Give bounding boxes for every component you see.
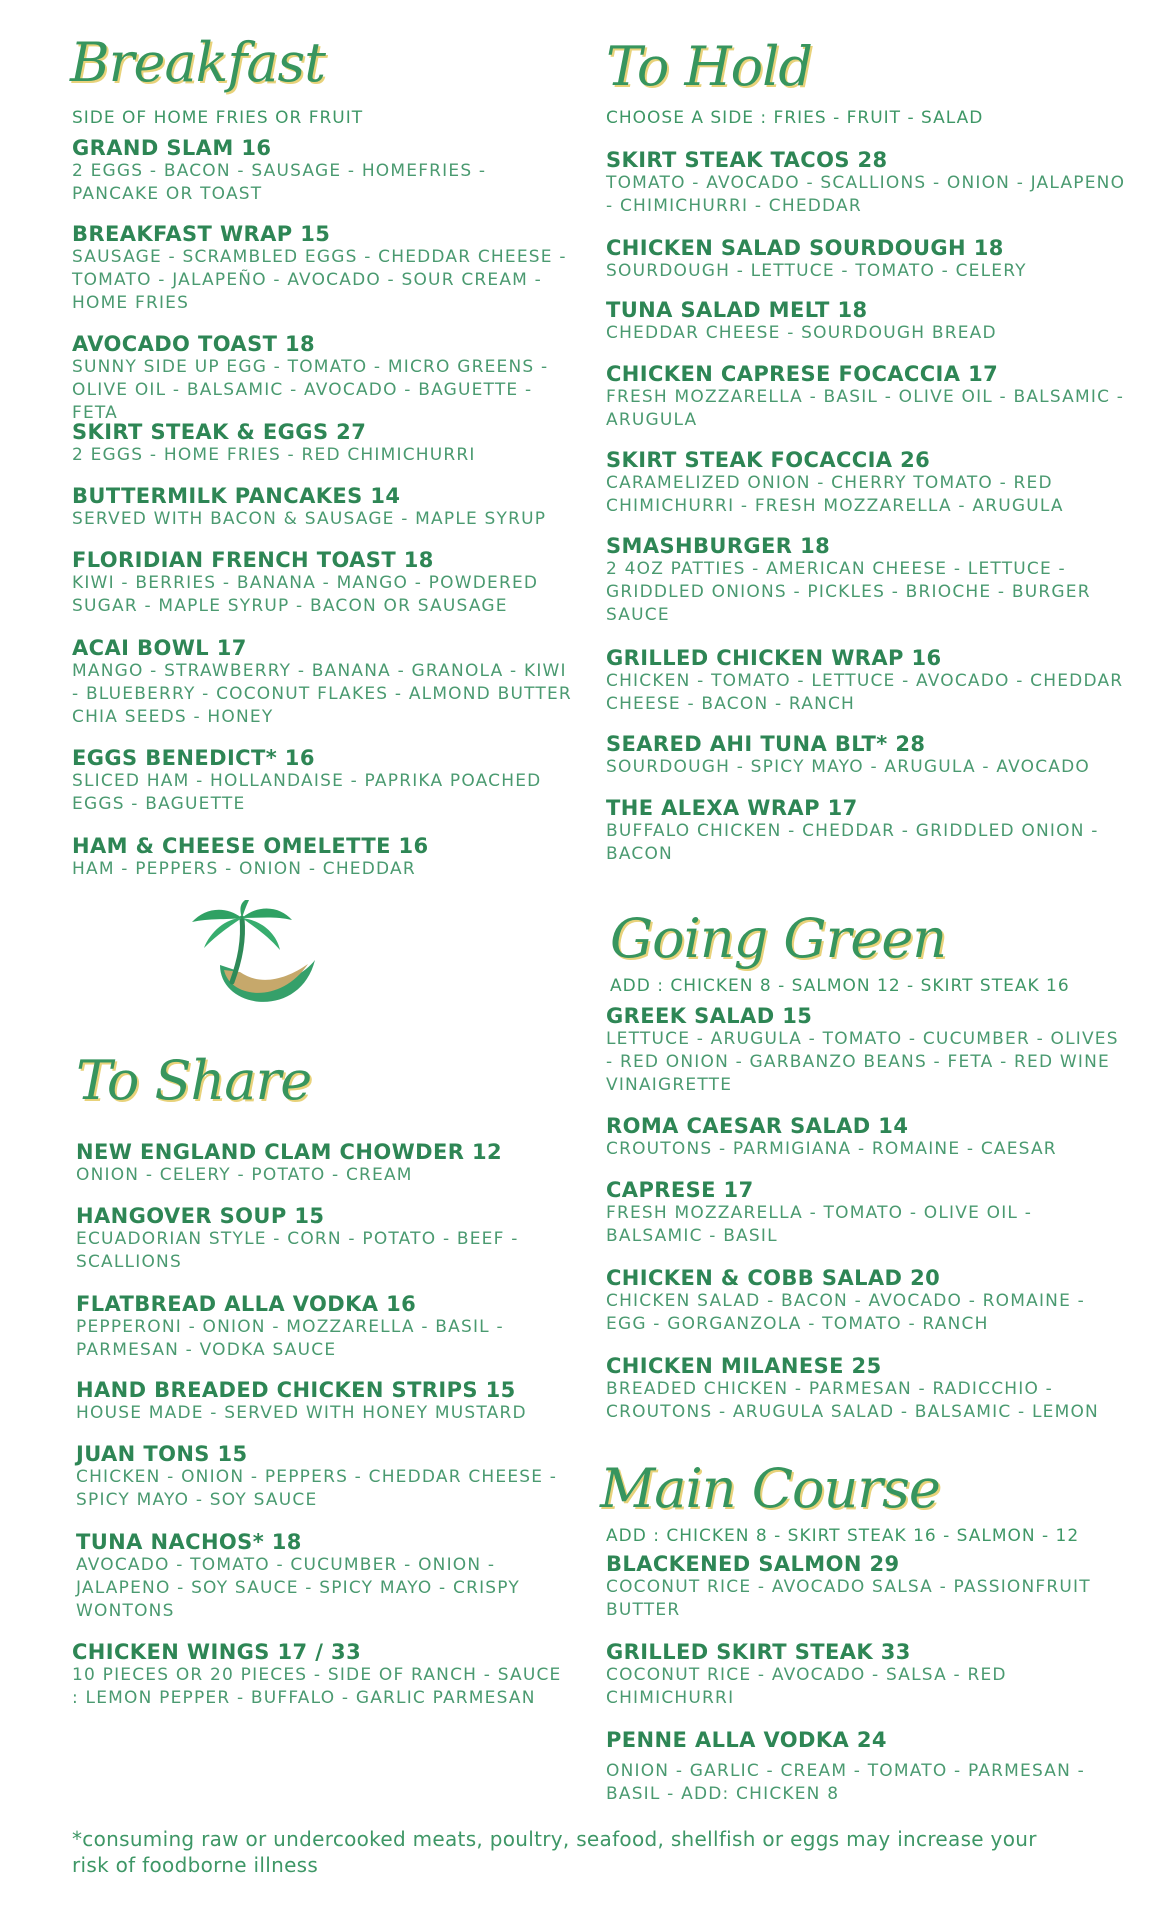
item-name: PENNE ALLA VODKA 24 xyxy=(606,1728,887,1752)
item-desc: BREADED CHICKEN - PARMESAN - RADICCHIO - CROUTONS - ARUGULA SALAD - BALSAMIC - LEMON xyxy=(606,1379,1099,1422)
menu-item xyxy=(76,1204,576,1274)
going-green-note: ADD : CHICKEN 8 - SALMON 12 - SKIRT STEAK 16 xyxy=(610,976,1070,996)
menu-item xyxy=(606,362,1126,432)
item-desc: BUFFALO CHICKEN - CHEDDAR - GRIDDLED ONION - BACON xyxy=(606,821,1099,864)
menu-item xyxy=(76,1378,576,1425)
main-course-note: ADD : CHICKEN 8 - SKIRT STEAK 16 - SALMON - 12 xyxy=(606,1526,1080,1546)
item-name: CHICKEN & COBB SALAD 20 xyxy=(606,1266,941,1290)
item-name: GRILLED CHICKEN WRAP 16 xyxy=(606,646,942,670)
item-desc: MANGO - STRAWBERRY - BANANA - GRANOLA - KIWI - BLUEBERRY - COCONUT FLAKES - ALMOND BUTTER CHIA SEEDS - HONEY xyxy=(72,661,572,727)
item-desc: SLICED HAM - HOLLANDAISE - PAPRIKA POACHED EGGS - BAGUETTE xyxy=(72,771,542,814)
item-name: SKIRT STEAK & EGGS 27 xyxy=(72,420,367,444)
item-name: BLACKENED SALMON 29 xyxy=(606,1552,900,1576)
item-name: CAPRESE 17 xyxy=(606,1178,754,1202)
menu-item xyxy=(72,420,572,467)
item-desc: SERVED WITH BACON & SAUSAGE - MAPLE SYRUP xyxy=(72,509,547,529)
item-desc: ONION - GARLIC - CREAM - TOMATO - PARMESAN - BASIL - ADD: CHICKEN 8 xyxy=(606,1761,1085,1804)
item-name: CHICKEN CAPRESE FOCACCIA 17 xyxy=(606,362,999,386)
menu-item xyxy=(76,1530,576,1623)
item-name: JUAN TONS 15 xyxy=(76,1442,248,1466)
menu-item xyxy=(606,646,1126,716)
item-desc: CHICKEN - TOMATO - LETTUCE - AVOCADO - CHEDDAR CHEESE - BACON - RANCH xyxy=(606,671,1124,714)
item-name: GRILLED SKIRT STEAK 33 xyxy=(606,1640,911,1664)
item-name: BREAKFAST WRAP 15 xyxy=(72,222,331,246)
item-desc: CARAMELIZED ONION - CHERRY TOMATO - RED CHIMICHURRI - FRESH MOZZARELLA - ARUGULA xyxy=(606,473,1064,516)
menu-item xyxy=(606,732,1126,779)
menu-item xyxy=(76,1442,576,1512)
item-name: ACAI BOWL 17 xyxy=(72,636,247,660)
item-name: GREEK SALAD 15 xyxy=(606,1004,813,1028)
palm-tree-logo-icon xyxy=(180,900,320,1025)
item-name: CHICKEN MILANESE 25 xyxy=(606,1354,882,1378)
item-name: AVOCADO TOAST 18 xyxy=(72,332,316,356)
item-desc: ONION - CELERY - POTATO - CREAM xyxy=(76,1165,413,1185)
menu-item xyxy=(606,298,1126,345)
item-name: FLATBREAD ALLA VODKA 16 xyxy=(76,1292,417,1316)
item-name: SMASHBURGER 18 xyxy=(606,534,831,558)
menu-item xyxy=(606,448,1126,518)
footnote: *consuming raw or undercooked meats, poultry, seafood, shellfish or eggs may increase your risk of foodborne illness xyxy=(72,1827,1037,1877)
menu-item xyxy=(606,1114,1126,1161)
menu-item xyxy=(72,1640,572,1710)
item-name: CHICKEN SALAD SOURDOUGH 18 xyxy=(606,236,1004,260)
item-desc: LETTUCE - ARUGULA - TOMATO - CUCUMBER - OLIVES - RED ONION - GARBANZO BEANS - FETA - RED WINE VINAIGRETTE xyxy=(606,1029,1119,1095)
item-name: ROMA CAESAR SALAD 14 xyxy=(606,1114,909,1138)
menu-item xyxy=(72,332,572,425)
menu-item xyxy=(72,636,572,729)
item-name: HAND BREADED CHICKEN STRIPS 15 xyxy=(76,1378,516,1402)
item-name: SKIRT STEAK FOCACCIA 26 xyxy=(606,448,931,472)
menu-item xyxy=(72,834,572,881)
menu-item xyxy=(606,1552,1126,1622)
menu-item xyxy=(76,1292,576,1362)
item-desc: TOMATO - AVOCADO - SCALLIONS - ONION - JALAPENO - CHIMICHURRI - CHEDDAR xyxy=(606,173,1126,216)
item-desc: SOURDOUGH - LETTUCE - TOMATO - CELERY xyxy=(606,261,1027,281)
item-desc: CHICKEN SALAD - BACON - AVOCADO - ROMAINE - EGG - GORGANZOLA - TOMATO - RANCH xyxy=(606,1291,1085,1334)
to-hold-note: CHOOSE A SIDE : FRIES - FRUIT - SALAD xyxy=(606,108,984,128)
item-name: FLORIDIAN FRENCH TOAST 18 xyxy=(72,548,434,572)
item-desc: 2 4OZ PATTIES - AMERICAN CHEESE - LETTUCE - GRIDDLED ONIONS - PICKLES - BRIOCHE - BURGER SAUCE xyxy=(606,559,1091,625)
item-desc: 10 PIECES OR 20 PIECES - SIDE OF RANCH - SAUCE : LEMON PEPPER - BUFFALO - GARLIC PARMESAN xyxy=(72,1665,562,1708)
menu-item xyxy=(606,148,1126,218)
item-desc: HOUSE MADE - SERVED WITH HONEY MUSTARD xyxy=(76,1403,527,1423)
item-name: TUNA NACHOS* 18 xyxy=(76,1530,302,1554)
menu-item xyxy=(606,1004,1126,1097)
menu-item xyxy=(606,1178,1126,1248)
item-desc: CHEDDAR CHEESE - SOURDOUGH BREAD xyxy=(606,323,997,343)
item-desc: SUNNY SIDE UP EGG - TOMATO - MICRO GREENS - OLIVE OIL - BALSAMIC - AVOCADO - BAGUETTE - FETA xyxy=(72,357,549,423)
item-desc: 2 EGGS - BACON - SAUSAGE - HOMEFRIES - PANCAKE OR TOAST xyxy=(72,161,487,204)
item-desc: PEPPERONI - ONION - MOZZARELLA - BASIL - PARMESAN - VODKA SAUCE xyxy=(76,1317,504,1360)
menu-item xyxy=(606,534,1126,627)
menu-item xyxy=(72,746,572,816)
menu-item xyxy=(606,796,1126,866)
item-name: GRAND SLAM 16 xyxy=(72,136,272,160)
to-hold-heading: To Hold xyxy=(606,35,812,98)
item-name: HAM & CHEESE OMELETTE 16 xyxy=(72,834,429,858)
item-name: THE ALEXA WRAP 17 xyxy=(606,796,858,820)
item-desc: FRESH MOZZARELLA - TOMATO - OLIVE OIL - BALSAMIC - BASIL xyxy=(606,1203,1033,1246)
menu-item xyxy=(606,1728,1126,1806)
item-name: SKIRT STEAK TACOS 28 xyxy=(606,148,888,172)
menu-item xyxy=(606,236,1126,283)
item-desc: ECUADORIAN STYLE - CORN - POTATO - BEEF - SCALLIONS xyxy=(76,1229,519,1272)
item-desc: COCONUT RICE - AVOCADO SALSA - PASSIONFRUIT BUTTER xyxy=(606,1577,1091,1620)
menu-item xyxy=(76,1140,576,1187)
item-desc: SOURDOUGH - SPICY MAYO - ARUGULA - AVOCADO xyxy=(606,757,1090,777)
item-name: BUTTERMILK PANCAKES 14 xyxy=(72,484,401,508)
menu-item xyxy=(606,1266,1126,1336)
going-green-heading: Going Green xyxy=(610,907,947,970)
menu-item xyxy=(606,1640,1126,1710)
breakfast-heading: Breakfast xyxy=(70,31,325,94)
item-name: EGGS BENEDICT* 16 xyxy=(72,746,315,770)
item-name: TUNA SALAD MELT 18 xyxy=(606,298,868,322)
item-name: HANGOVER SOUP 15 xyxy=(76,1204,325,1228)
menu-item xyxy=(606,1354,1126,1424)
to-share-heading: To Share xyxy=(76,1049,312,1112)
item-desc: CROUTONS - PARMIGIANA - ROMAINE - CAESAR xyxy=(606,1139,1057,1159)
item-desc: HAM - PEPPERS - ONION - CHEDDAR xyxy=(72,859,416,879)
breakfast-note: SIDE OF HOME FRIES OR FRUIT xyxy=(72,108,364,128)
menu-item xyxy=(72,548,572,618)
menu-item xyxy=(72,136,572,206)
item-name: NEW ENGLAND CLAM CHOWDER 12 xyxy=(76,1140,503,1164)
item-desc: FRESH MOZZARELLA - BASIL - OLIVE OIL - BALSAMIC - ARUGULA xyxy=(606,387,1125,430)
item-name: CHICKEN WINGS 17 / 33 xyxy=(72,1640,362,1664)
item-desc: 2 EGGS - HOME FRIES - RED CHIMICHURRI xyxy=(72,445,476,465)
menu-item xyxy=(72,484,572,531)
item-desc: CHICKEN - ONION - PEPPERS - CHEDDAR CHEESE - SPICY MAYO - SOY SAUCE xyxy=(76,1467,558,1510)
menu-item xyxy=(72,222,572,315)
item-name: SEARED AHI TUNA BLT* 28 xyxy=(606,732,926,756)
item-desc: SAUSAGE - SCRAMBLED EGGS - CHEDDAR CHEESE - TOMATO - JALAPEÑO - AVOCADO - SOUR CREAM - HOME FRIES xyxy=(72,247,567,313)
item-desc: KIWI - BERRIES - BANANA - MANGO - POWDERED SUGAR - MAPLE SYRUP - BACON OR SAUSAGE xyxy=(72,573,539,616)
item-desc: AVOCADO - TOMATO - CUCUMBER - ONION - JALAPENO - SOY SAUCE - SPICY MAYO - CRISPY WONTONS xyxy=(76,1555,520,1621)
item-desc: COCONUT RICE - AVOCADO - SALSA - RED CHIMICHURRI xyxy=(606,1665,1007,1708)
main-course-heading: Main Course xyxy=(600,1457,940,1520)
